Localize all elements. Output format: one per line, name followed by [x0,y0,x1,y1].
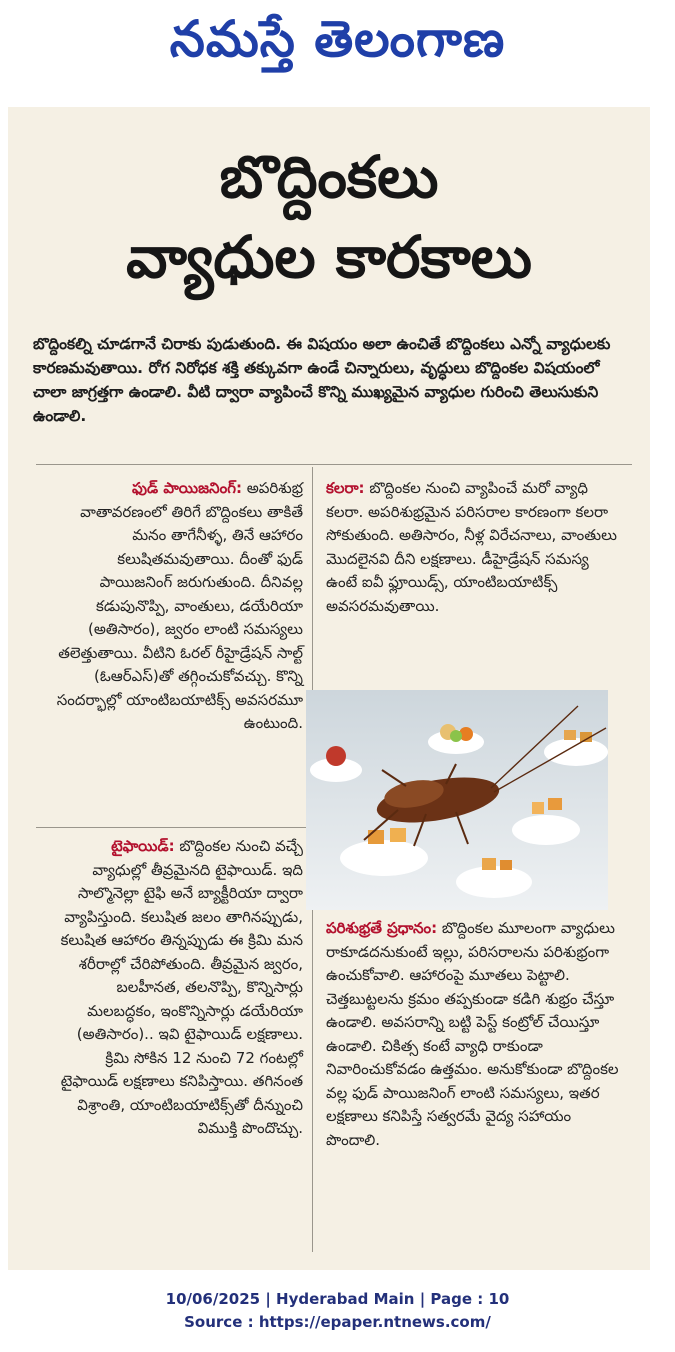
section-body: బొద్దింకల మూలంగా వ్యాధులు రాకూడదనుకుంటే ఇల్లు, పరిసరాలను పరిశుభ్రంగా ఉంచుకోవాలి. ఆహారంపై మూతలు పెట్టాలి. చెత్తబుట్టలను క్రమం తప్పకుండా కడిగి శుభ్రం చేస్తూ ఉండాలి. అవసరాన్ని బట్టి పెస్ట్ కంట్రోల్ చేయిస్తూ ఉండాలి. చికిత్స కంటే వ్యాధి రాకుండా నివారించుకోవడం ఉత్తమం. అనుకోకుండా బొద్దింకల వల్ల ఫుడ్ పాయిజనింగ్ లాంటి సమస్యలు, ఇతర లక్షణాలు కనిపిస్తే సత్వరమే వైద్య సహాయం పొందాలి. [326,919,619,1149]
section-heading: ఫుడ్ పాయిజనింగ్: [132,479,242,497]
headline-line-1: బొద్దింకలు [219,143,439,211]
section-heading: కలరా: [326,479,365,497]
section-cholera [326,477,621,618]
footer-source-link[interactable]: Source : https://epaper.ntnews.com/ [184,1313,491,1331]
section-body: బొద్దింకల నుంచి వ్యాపించే మరో వ్యాధి కలరా. అపరిశుభ్రమైన పరిసరాల కారణంగా కలరా సోకుతుంది. అతిసారం, నీళ్ల విరేచనాలు, వాంతులు మొదలైనవి దీని లక్షణాలు. డీహైడ్రేషన్ సమస్య ఉంటే ఐవీ ఫ్లూయిడ్స్, యాంటిబయాటిక్స్ అవసరమవుతాయి. [326,479,617,615]
section-food-poisoning [53,477,303,736]
cockroach-food-photo [306,690,608,910]
article-intro: బొద్దింకల్ని చూడగానే చిరాకు పుడుతుంది. ఈ విషయం అలా ఉంచితే బొద్దింకలు ఎన్నో వ్యాధులకు కారణమవుతాయి. రోగ నిరోధక శక్తి తక్కువగా ఉండే చిన్నారులు, వృద్ధులు బొద్దింకల విషయంలో చాలా జాగ్రత్తగా ఉండాలి. వీటి ద్వారా వ్యాపించే కొన్ని ముఖ్యమైన వ్యాధుల గురించి తెలుసుకుని ఉండాలి. [33,335,611,425]
headline-line-2: వ్యాధుల కారకాలు [126,223,532,291]
footer-edition-info: 10/06/2025 | Hyderabad Main | Page : 10 [165,1290,510,1308]
section-divider [36,827,312,828]
section-body: అపరిశుభ్ర వాతావరణంలో తిరిగే బొద్దింకలు తాకితే మనం తాగేనీళ్ళ, తినే ఆహారం కలుషితమవుతాయి. దీంతో ఫుడ్ పాయిజనింగ్ జరుగుతుంది. దీనివల్ల కడుపునొప్పి, వాంతులు, డయేరియా (అతిసారం), జ్వరం లాంటి సమస్యలు తలెత్తుతాయి. వీటిని ఓరల్ రీహైడ్రేషన్ సాల్ట్ (ఓఆర్ఎస్)తో తగ్గించుకోవచ్చు. కొన్ని సందర్భాల్లో యాంటిబయాటిక్స్ అవసరమూ ఉంటుంది. [56,479,303,732]
newspaper-masthead: నమస్తే తెలంగాణ [169,9,506,68]
article-clipping [8,107,650,1270]
section-heading: పరిశుభ్రతే ప్రధానం: [326,919,438,937]
section-typhoid [53,835,303,1141]
section-heading: టైఫాయిడ్: [111,837,175,855]
section-cleanliness [326,917,621,1152]
section-divider [36,464,632,465]
section-body: బొద్దింకల నుంచి వచ్చే వ్యాధుల్లో తీవ్రమైనది టైఫాయిడ్. ఇది సాల్మొనెల్లా టైఫి అనే బ్యాక్టీరియా ద్వారా వ్యాపిస్తుంది. కలుషిత జలం తాగినప్పుడు, కలుషిత ఆహారం తిన్నప్పుడు ఈ క్రిమి మన శరీరాల్లో చేరిపోతుంది. తీవ్రమైన జ్వరం, బలహీనత, తలనొప్పి, కొన్నిసార్లు మలబద్ధకం, ఇంకొన్నిసార్లు డయేరియా (అతిసారం).. ఇవి టైఫాయిడ్ లక్షణాలు. క్రిమి సోకిన 12 నుంచి 72 గంటల్లో టైఫాయిడ్ లక్షణాలు కనిపిస్తాయి. తగినంత విశ్రాంతి, యాంటిబయాటిక్స్‌తో దీన్నుంచి విముక్తి పొందొచ్చు. [60,837,303,1137]
article-headline [8,137,650,297]
